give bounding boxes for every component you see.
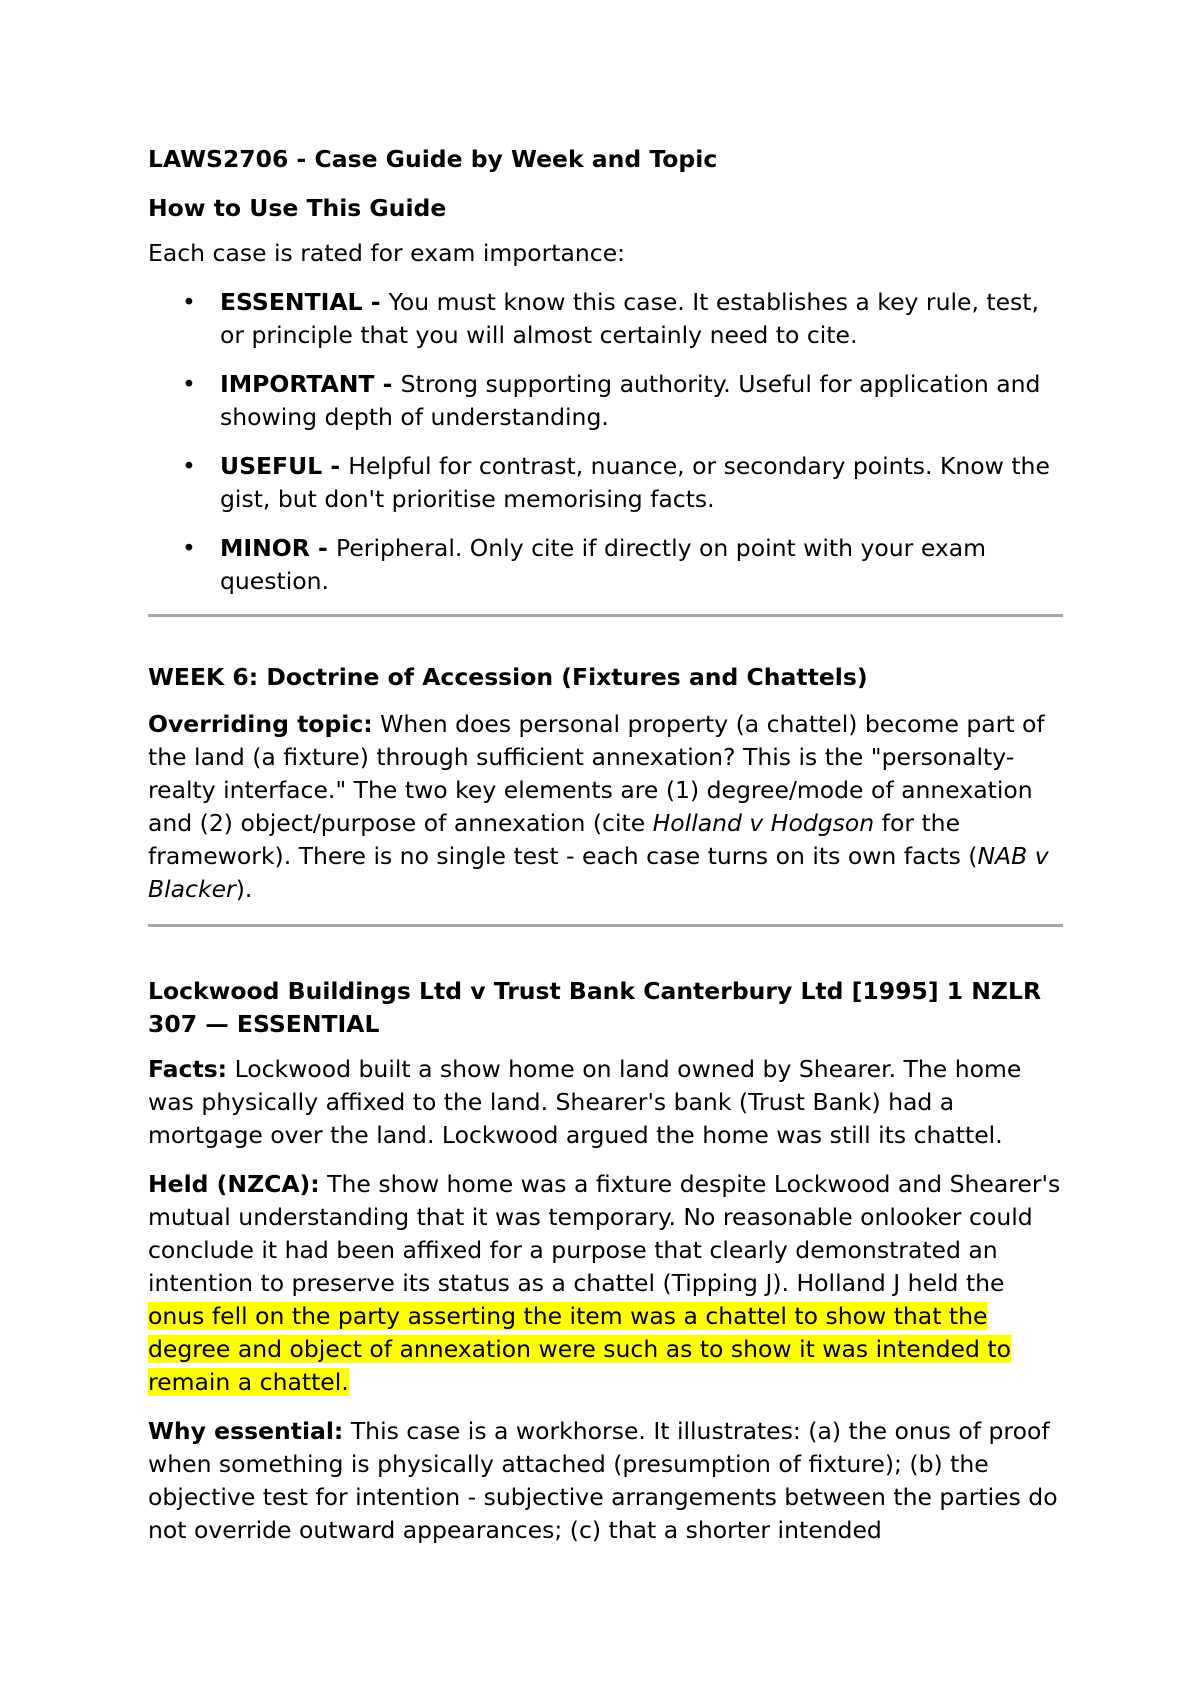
highlighted-text: onus fell on the party asserting the item was a chattel to show that the degree and object of annexation were such as to show it was intended to remain a chattel. <box>148 1302 1011 1396</box>
document-title: LAWS2706 - Case Guide by Week and Topic <box>148 145 718 173</box>
held-label: Held (NZCA): <box>148 1170 320 1198</box>
week-6-heading: WEEK 6: Doctrine of Accession (Fixtures and Chattels) <box>148 663 868 691</box>
intro-paragraph: Each case is rated for exam importance: <box>148 239 626 267</box>
rating-text: Peripheral. Only cite if directly on point with your exam question. <box>220 534 987 595</box>
bullet-icon: • <box>182 370 196 398</box>
rating-label: MINOR <box>220 534 310 562</box>
rating-separator: - <box>309 534 336 562</box>
rating-text: Strong supporting authority. Useful for application and showing depth of understanding. <box>220 370 1041 431</box>
rating-separator: - <box>362 288 389 316</box>
case-citation: Holland v Hodgson <box>652 809 875 837</box>
rating-text: Helpful for contrast, nuance, or secondary points. Know the gist, but don't prioritise memorising facts. <box>220 452 1050 513</box>
rating-label: ESSENTIAL <box>220 288 363 316</box>
ratings-list <box>148 286 1063 598</box>
rating-separator: - <box>374 370 401 398</box>
facts-label: Facts: <box>148 1055 228 1083</box>
overriding-text: When does personal property (a chattel) become part of the land (a fixture) through sufficient annexation? This is the "personalty-realty interface." The two key elements are (1) degree/mode of annexation and (2) object/purpose of annexation (cite <box>148 710 1045 837</box>
bullet-icon: • <box>182 288 196 316</box>
rating-text: You must know this case. It establishes a key rule, test, or principle that you will almost certainly need to cite. <box>220 288 1039 349</box>
list-item <box>148 286 1063 352</box>
facts-text: Lockwood built a show home on land owned by Shearer. The home was physically affixed to the land. Shearer's bank (Trust Bank) had a mortgage over the land. Lockwood argued the home was still its chattel. <box>148 1055 1022 1149</box>
rating-separator: - <box>322 452 349 480</box>
rating-label: USEFUL <box>220 452 323 480</box>
facts-paragraph <box>148 1053 1063 1152</box>
case-citation: NAB v Blacker <box>148 842 1049 903</box>
held-text: The show home was a fixture despite Lockwood and Shearer's mutual understanding that it was temporary. No reasonable onlooker could conclude it had been affixed for a purpose that clearly demonstrated an intention to preserve its status as a chattel (Tipping J). Holland J held the <box>148 1170 1061 1297</box>
held-paragraph <box>148 1168 1063 1399</box>
bullet-icon: • <box>182 452 196 480</box>
overriding-text: for the framework). There is no single test - each case turns on its own facts ( <box>148 809 978 870</box>
overriding-text: ). <box>235 875 253 903</box>
how-to-heading: How to Use This Guide <box>148 194 447 222</box>
rating-label: IMPORTANT <box>220 370 375 398</box>
document-content <box>148 143 1063 1563</box>
list-item <box>148 532 1063 598</box>
case-title: Lockwood Buildings Ltd v Trust Bank Canterbury Ltd [1995] 1 NZLR 307 — ESSENTIAL <box>148 977 1042 1038</box>
why-essential-text: This case is a workhorse. It illustrates: (a) the onus of proof when something is physically attached (presumption of fixture); (b) the objective test for intention - subjective arrangements between the parties do not override outward appearances; (c) that a shorter intended <box>148 1417 1058 1544</box>
overriding-topic-paragraph <box>148 708 1063 906</box>
bullet-icon: • <box>182 534 196 562</box>
why-essential-paragraph <box>148 1415 1063 1547</box>
overriding-topic-label: Overriding topic: <box>148 710 373 738</box>
list-item <box>148 450 1063 516</box>
why-essential-label: Why essential: <box>148 1417 344 1445</box>
list-item <box>148 368 1063 434</box>
section-divider <box>148 924 1063 927</box>
section-divider <box>148 614 1063 617</box>
